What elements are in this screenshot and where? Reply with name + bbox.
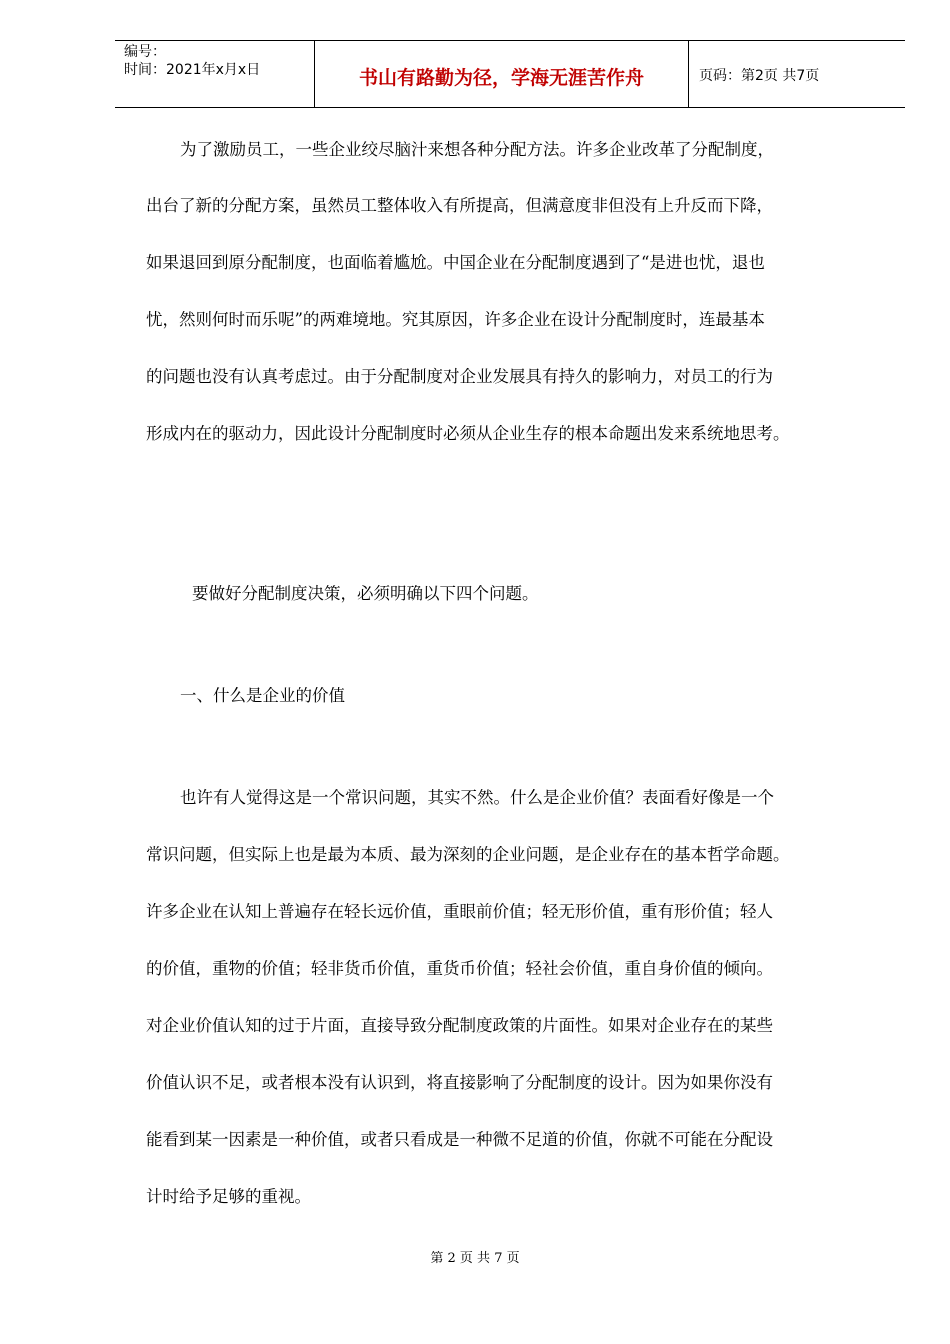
header-motto-cell [315,41,689,107]
intro-text: 要做好分配制度决策，必须明确以下四个问题。 [192,584,539,603]
header-meta-cell [115,41,315,107]
paragraph-line: 形成内在的驱动力，因此设计分配制度时必须从企业生存的根本命题出发来系统地思考。 [146,424,790,443]
paragraph-line: 也许有人觉得这是一个常识问题，其实不然。什么是企业价值？表面看好像是一个 [180,788,774,807]
paragraph-line: 的问题也没有认真考虑过。由于分配制度对企业发展具有持久的影响力，对员工的行为 [146,367,773,386]
paragraph-line: 能看到某一因素是一种价值，或者只看成是一种微不足道的价值，你就不可能在分配设 [146,1130,773,1149]
document-time-label: 时间：2021年x月x日 [124,62,261,78]
paragraph-line: 忧，然则何时而乐呢”的两难境地。究其原因，许多企业在设计分配制度时，连最基本 [146,310,765,329]
paragraph-line: 出台了新的分配方案，虽然员工整体收入有所提高，但满意度非但没有上升反而下降， [146,196,773,215]
paragraph-line: 常识问题，但实际上也是最为本质、最为深刻的企业问题，是企业存在的基本哲学命题。 [146,845,790,864]
header-motto: 书山有路勤为径，学海无涯苦作舟 [358,67,644,89]
paragraph-line: 许多企业在认知上普遍存在轻长远价值，重眼前价值；轻无形价值，重有形价值；轻人 [146,902,773,921]
paragraph-line: 为了激励员工，一些企业绞尽脑汁来想各种分配方法。许多企业改革了分配制度， [180,140,774,159]
header-page-cell [689,41,905,107]
paragraph-line: 价值认识不足，或者根本没有认识到，将直接影响了分配制度的设计。因为如果你没有 [146,1073,773,1092]
paragraph-line: 如果退回到原分配制度，也面临着尴尬。中国企业在分配制度遇到了“是进也忧，退也 [146,253,765,272]
paragraph-line: 对企业价值认知的过于片面，直接导致分配制度政策的片面性。如果对企业存在的某些 [146,1016,773,1035]
document-number-label: 编号： [124,44,166,60]
paragraph-line: 计时给予足够的重视。 [146,1187,311,1206]
paragraph-line: 的价值，重物的价值；轻非货币价值，重货币价值；轻社会价值，重自身价值的倾向。 [146,959,773,978]
page-footer: 第 2 页 共 7 页 [430,1251,520,1266]
section-heading: 一、什么是企业的价值 [180,686,345,705]
page-header [115,40,905,108]
header-page-info: 页码：第2页 共7页 [699,68,820,84]
